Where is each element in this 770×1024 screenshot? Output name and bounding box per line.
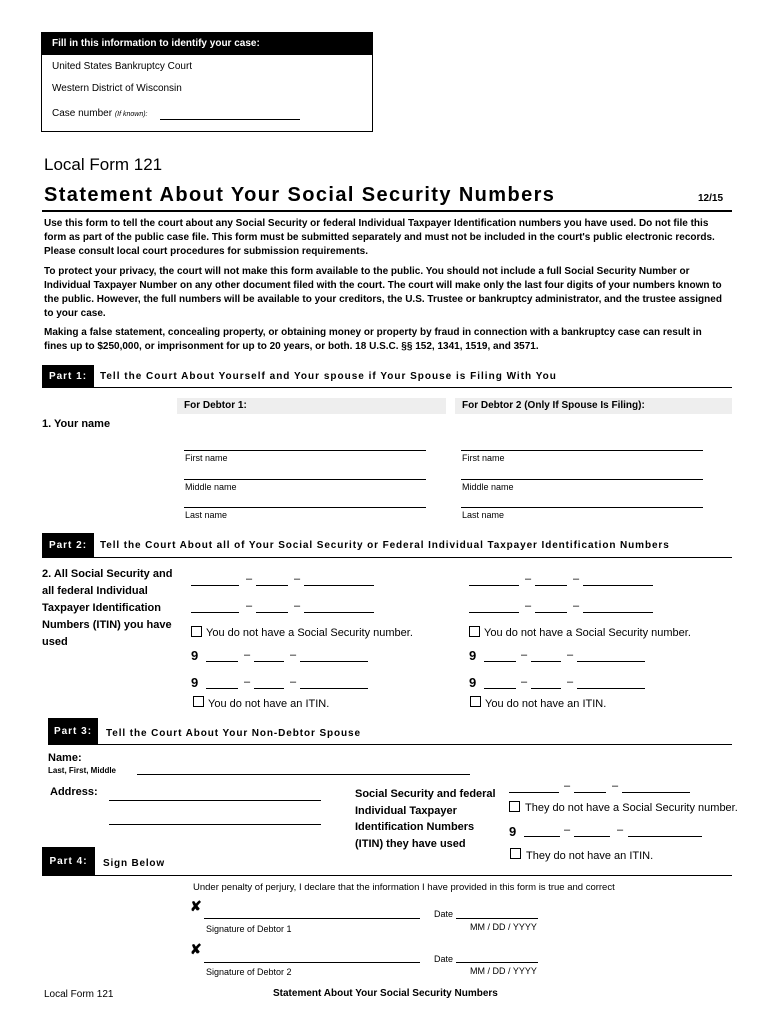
date2-format: MM / DD / YYYY [470,966,537,976]
debtor1-first-name-field[interactable] [184,450,426,451]
spouse-address-label: Address: [50,786,98,798]
debtor1-middle-name-field[interactable] [184,479,426,480]
d2-itin2-prefix: 9 [469,675,477,690]
dash: – [246,600,253,612]
part4-label: Part 4: [42,847,95,875]
intro-paragraph-1: Use this form to tell the court about any Social Security or federal Individual Taxpayer Identification numbers you have used. Do not file this form as part of the public case file. This form must be submitted separately and must not be included in the court's public electronic records. Please consult local court procedures for submission requirements. [44,218,715,257]
district-name: Western District of Wisconsin [52,83,182,94]
d1-itin1-part3[interactable] [300,661,368,662]
spouse-itin-part2[interactable] [574,836,610,837]
d1-ssn1-part1[interactable] [191,585,239,586]
part4-title: Sign Below [103,858,165,869]
dash: – [567,649,574,661]
dash: – [573,573,580,585]
spouse-no-itin-label: They do not have an ITIN. [526,850,654,862]
case-number-text: Case number [52,108,113,119]
spouse-no-ssn-checkbox[interactable] [509,801,520,812]
d1-ssn2-part2[interactable] [256,612,288,613]
spouse-name-label: Name: [48,752,82,764]
signature-debtor1-field[interactable] [204,918,420,919]
date1-label: Date [434,909,454,919]
part4-rule-right [352,875,732,876]
spouse-ssn-part2[interactable] [574,792,606,793]
debtor1-last-name-label: Last name [185,510,228,520]
debtor2-middle-name-field[interactable] [461,479,703,480]
dash: – [564,780,571,792]
d2-ssn1-part1[interactable] [469,585,519,586]
d2-itin1-part3[interactable] [577,661,645,662]
debtor1-header: For Debtor 1: [177,398,446,414]
dash: – [294,600,301,612]
debtor1-last-name-field[interactable] [184,507,426,508]
part1-label: Part 1: [42,365,94,387]
spouse-no-ssn-label: They do not have a Social Security number. [525,802,738,814]
dash: – [525,600,532,612]
d1-ssn1-part2[interactable] [256,585,288,586]
local-form-label: Local Form 121 [44,155,163,174]
case-number-label [52,108,148,119]
form-version: 12/15 [698,193,724,204]
date2-field[interactable] [456,962,538,963]
d2-no-ssn-label: You do not have a Social Security number. [484,627,691,639]
d2-ssn2-part1[interactable] [469,612,519,613]
part2-title: Tell the Court About all of Your Social Security or Federal Individual Taxpayer Identification Numbers [100,540,670,551]
d1-itin1-part1[interactable] [206,661,238,662]
d2-ssn2-part2[interactable] [535,612,567,613]
dash: – [573,600,580,612]
dash: – [521,676,528,688]
d1-no-ssn-checkbox[interactable] [191,626,202,637]
debtor1-first-name-label: First name [185,453,228,463]
debtor2-last-name-field[interactable] [461,507,703,508]
case-number-hint: (If known): [114,111,148,118]
sign-here-x-2: ✘ [190,941,202,957]
dash: – [521,649,528,661]
debtor2-first-name-field[interactable] [461,450,703,451]
d2-itin2-part2[interactable] [531,688,561,689]
question-2-label: 2. All Social Security and all federal Individual Taxpayer Identification Numbers (ITIN) you have used [42,568,173,648]
spouse-address-line2[interactable] [109,824,321,825]
debtor1-middle-name-label: Middle name [185,482,237,492]
spouse-ssn-question: Social Security and federal Individual Taxpayer Identification Numbers (ITIN) they have used [355,788,496,850]
spouse-ssn-part1[interactable] [509,792,559,793]
dash: – [294,573,301,585]
dash: – [564,824,571,836]
d1-itin2-part3[interactable] [300,688,368,689]
spouse-no-itin-checkbox[interactable] [510,848,521,859]
dash: – [617,824,624,836]
dash: – [244,649,251,661]
dash: – [290,676,297,688]
signature-debtor2-field[interactable] [204,962,420,963]
case-info-header: Fill in this information to identify your case: [42,33,372,55]
sign-here-x-1: ✘ [190,898,202,914]
spouse-name-field[interactable] [137,774,470,775]
d2-ssn1-part2[interactable] [535,585,567,586]
d1-itin1-prefix: 9 [191,648,199,663]
intro-paragraph-2: To protect your privacy, the court will not make this form available to the public. You should not include a full Social Security Number or Individual Taxpayer Number on any other document filed with the court. The court will make only the last four digits of your numbers known to the public. However, the full numbers will be available to your creditors, the U.S. Trustee or bankruptcy administrator, and the trustee assigned to your case. [44,266,722,319]
d1-ssn2-part1[interactable] [191,612,239,613]
part2-rule [42,557,732,558]
title-rule [42,210,732,212]
part3-label: Part 3: [48,718,98,744]
date2-label: Date [434,954,454,964]
dash: – [567,676,574,688]
court-name: United States Bankruptcy Court [52,61,193,72]
declaration-text: Under penalty of perjury, I declare that the information I have provided in this form is true and correct [193,882,615,893]
spouse-ssn-part3[interactable] [622,792,690,793]
part2-label: Part 2: [42,533,94,557]
part3-rule [48,744,732,745]
d1-itin1-part2[interactable] [254,661,284,662]
spouse-name-hint: Last, First, Middle [48,766,117,775]
page-title: Statement About Your Social Security Numbers [44,184,556,206]
footer-form-title: Statement About Your Social Security Numbers [273,988,498,999]
d1-no-itin-label: You do not have an ITIN. [208,698,330,710]
date1-field[interactable] [456,918,538,919]
spouse-itin-prefix: 9 [509,824,517,839]
spouse-address-line1[interactable] [109,800,321,801]
d2-no-itin-checkbox[interactable] [470,696,481,707]
d2-ssn2-part3[interactable] [583,612,653,613]
d1-ssn2-part3[interactable] [304,612,374,613]
dash: – [290,649,297,661]
d1-itin2-prefix: 9 [191,675,199,690]
debtor2-last-name-label: Last name [462,510,505,520]
case-number-field[interactable] [160,119,300,120]
d2-no-itin-label: You do not have an ITIN. [485,698,607,710]
question-1-label: 1. Your name [42,418,111,430]
intro-paragraph-3: Making a false statement, concealing property, or obtaining money or property by fraud in connection with a bankruptcy case can result in fines up to $250,000, or imprisonment for up to 20 years, or both. 18 U.S.C. §§ 152, 1341, 1519, and 3571. [44,327,702,352]
part1-title: Tell the Court About Yourself and Your spouse if Your Spouse is Filing With You [100,371,557,382]
d2-itin1-part1[interactable] [484,661,516,662]
signature-debtor1-label: Signature of Debtor 1 [206,924,292,934]
d1-itin2-part2[interactable] [254,688,284,689]
signature-debtor2-label: Signature of Debtor 2 [206,967,292,977]
case-info-box [41,32,373,132]
part4-rule [42,875,352,876]
d2-itin1-prefix: 9 [469,648,477,663]
dash: – [525,573,532,585]
d2-itin2-part3[interactable] [577,688,645,689]
debtor2-first-name-label: First name [462,453,505,463]
spouse-itin-part1[interactable] [524,836,560,837]
d1-no-itin-checkbox[interactable] [193,696,204,707]
dash: – [246,573,253,585]
d2-no-ssn-checkbox[interactable] [469,626,480,637]
footer-form-name: Local Form 121 [44,989,114,1000]
d1-itin2-part1[interactable] [206,688,238,689]
dash: – [244,676,251,688]
d2-itin2-part1[interactable] [484,688,516,689]
d1-ssn1-part3[interactable] [304,585,374,586]
part1-rule [42,387,732,388]
part3-title: Tell the Court About Your Non-Debtor Spouse [106,728,361,739]
d2-ssn1-part3[interactable] [583,585,653,586]
spouse-itin-part3[interactable] [628,836,702,837]
debtor2-middle-name-label: Middle name [462,482,514,492]
date1-format: MM / DD / YYYY [470,922,537,932]
d2-itin1-part2[interactable] [531,661,561,662]
d1-no-ssn-label: You do not have a Social Security number. [206,627,413,639]
debtor2-header: For Debtor 2 (Only If Spouse Is Filing): [455,398,732,414]
dash: – [612,780,619,792]
